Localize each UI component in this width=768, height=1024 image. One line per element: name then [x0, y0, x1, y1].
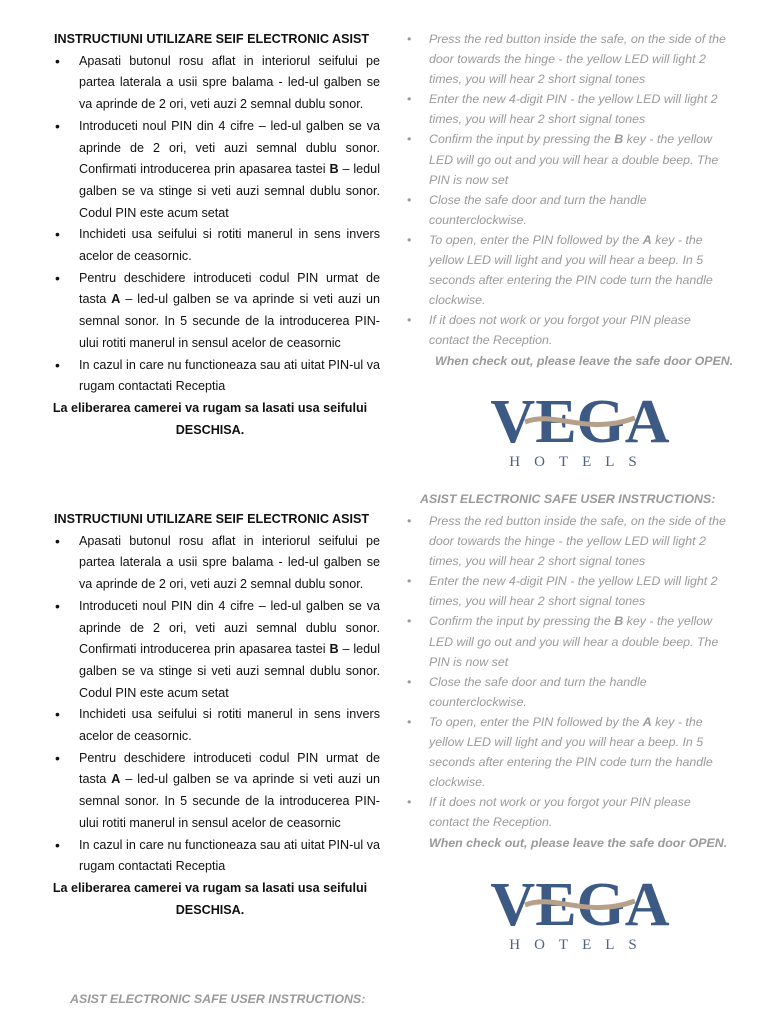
step-text: key - the yellow LED will go out and you will hear a double beep. The PIN is now set — [429, 132, 719, 187]
step-text: key - the yellow LED will light and you will hear a beep. In 5 seconds after entering the PIN code turn the handle clockwise. — [429, 714, 713, 790]
step-item — [429, 712, 734, 792]
step-item — [429, 511, 734, 571]
step-text: – led-ul galben se va aprinde si veti auzi un semnal sonor. In 5 secunde de la introducerea PIN-ului rotiti manerul in sensul acelor de ceasornic — [79, 772, 380, 830]
logo-subtitle: HOTELS — [509, 454, 651, 470]
step-item — [79, 224, 380, 267]
en-instructions-2 — [404, 511, 734, 853]
en-title: ASIST ELECTRONIC SAFE USER INSTRUCTIONS: — [70, 992, 366, 1006]
step-item — [79, 268, 380, 355]
step-text: key - the yellow LED will light and you will hear a beep. In 5 seconds after entering the PIN code turn the handle clockwise. — [429, 232, 713, 308]
ro-title: INSTRUCTIUNI UTILIZARE SEIF ELECTRONIC ASIST — [54, 512, 370, 526]
logo-subtitle: HOTELS — [509, 937, 651, 953]
en-steps-list — [404, 29, 734, 351]
step-item — [79, 748, 380, 835]
step-key: A — [111, 772, 121, 787]
step-item — [79, 704, 380, 747]
en-steps-list — [404, 511, 734, 833]
step-item — [79, 835, 380, 878]
step-item — [429, 310, 734, 350]
step-text: Inchideti usa seifului si rotiti manerul in sens invers acelor de ceasornic. — [79, 227, 380, 264]
step-text: Press the red button inside the safe, on the side of the door towards the hinge - the yellow LED will light 2 times, you will hear 2 short signal tones — [429, 514, 726, 569]
step-text: – ledul galben se va stinge si veti auzi semnal dublu sonor. Codul PIN este acum setat — [79, 642, 380, 700]
step-text: – led-ul galben se va aprinde si veti auzi un semnal sonor. In 5 secunde de la introducerea PIN-ului rotiti manerul in sensul acelor de ceasornic — [79, 292, 380, 350]
step-text: If it does not work or you forgot your PIN please contact the Reception. — [429, 313, 691, 348]
step-text: In cazul in care nu functioneaza sau ati uitat PIN-ul va rugam contactati Receptia — [79, 837, 380, 874]
step-text: Apasati butonul rosu aflat in interiorul seifului pe partea laterala a usii spre balama - led-ul galben se va aprinde de 2 ori, veti auzi 2 semnal dublu sonor. — [79, 533, 380, 592]
en-title: ASIST ELECTRONIC SAFE USER INSTRUCTIONS: — [420, 492, 716, 506]
ro-title: INSTRUCTIUNI UTILIZARE SEIF ELECTRONIC ASIST — [54, 32, 370, 46]
step-item — [79, 531, 380, 596]
en-instructions-1 — [404, 29, 734, 371]
step-item — [79, 355, 380, 398]
step-key: A — [642, 714, 652, 729]
step-item — [79, 596, 380, 705]
step-text: – ledul galben se va stinge si veti auzi semnal dublu sonor. Codul PIN este acum setat — [79, 162, 380, 220]
step-key: B — [329, 642, 339, 657]
ro-footer: La eliberarea camerei va rugam sa lasati usa seifului DESCHISA. — [52, 400, 368, 437]
step-item — [429, 190, 734, 230]
step-key: B — [329, 162, 339, 177]
step-text: Enter the new 4-digit PIN - the yellow LED will light 2 times, you will hear 2 short signal tones — [429, 574, 718, 609]
ro-footer: La eliberarea camerei va rugam sa lasati usa seifului DESCHISA. — [52, 880, 368, 917]
step-text: Apasati butonul rosu aflat in interiorul seifului pe partea laterala a usii spre balama - led-ul galben se va aprinde de 2 ori, veti auzi 2 semnal dublu sonor. — [79, 53, 380, 112]
step-key: A — [642, 232, 652, 247]
step-text: Introduceti noul PIN din 4 cifre – led-ul galben se va aprinde de 2 ori, veti auzi semnal dublu sonor. Confirmati introducerea prin apasarea tastei — [79, 118, 380, 177]
step-text: Confirm the input by pressing the — [429, 132, 615, 147]
step-text: Close the safe door and turn the handle counterclockwise. — [429, 192, 647, 227]
step-text: key - the yellow LED will go out and you will hear a double beep. The PIN is now set — [429, 614, 719, 669]
step-text: If it does not work or you forgot your PIN please contact the Reception. — [429, 795, 691, 830]
step-item — [79, 51, 380, 116]
step-key: B — [614, 132, 624, 147]
step-text: Pentru deschidere introduceti codul PIN urmat de tasta — [79, 750, 380, 787]
step-item — [429, 792, 734, 832]
step-item — [429, 672, 734, 712]
step-text: In cazul in care nu functioneaza sau ati uitat PIN-ul va rugam contactati Receptia — [79, 357, 380, 394]
step-text: Introduceti noul PIN din 4 cifre – led-ul galben se va aprinde de 2 ori, veti auzi semnal dublu sonor. Confirmati introducerea prin apasarea tastei — [79, 598, 380, 657]
step-item — [429, 29, 734, 89]
ro-instructions-2 — [40, 509, 380, 921]
en-footer: When check out, please leave the safe door OPEN. — [435, 353, 734, 368]
step-item — [429, 129, 734, 189]
vega-hotels-logo — [485, 388, 675, 470]
vega-hotels-logo — [485, 871, 675, 953]
logo-word: VEGA — [490, 871, 670, 939]
step-item — [429, 89, 734, 129]
step-text: Pentru deschidere introduceti codul PIN urmat de tasta — [79, 270, 380, 307]
step-item — [429, 230, 734, 310]
step-text: Confirm the input by pressing the — [429, 614, 615, 629]
step-item — [79, 116, 380, 225]
step-text: Press the red button inside the safe, on the side of the door towards the hinge - the yellow LED will light 2 times, you will hear 2 short signal tones — [429, 32, 726, 87]
en-footer: When check out, please leave the safe door OPEN. — [429, 835, 728, 850]
step-item — [429, 571, 734, 611]
step-item — [429, 611, 734, 671]
ro-steps-list — [40, 51, 380, 398]
step-text: To open, enter the PIN followed by the — [429, 714, 643, 729]
step-text: Enter the new 4-digit PIN - the yellow LED will light 2 times, you will hear 2 short signal tones — [429, 92, 718, 127]
ro-steps-list — [40, 531, 380, 878]
step-key: A — [111, 292, 121, 307]
step-key: B — [614, 614, 624, 629]
logo-word: VEGA — [490, 388, 670, 456]
ro-instructions-1 — [40, 29, 380, 441]
step-text: Close the safe door and turn the handle counterclockwise. — [429, 674, 647, 709]
step-text: Inchideti usa seifului si rotiti manerul in sens invers acelor de ceasornic. — [79, 707, 380, 744]
step-text: To open, enter the PIN followed by the — [429, 232, 643, 247]
